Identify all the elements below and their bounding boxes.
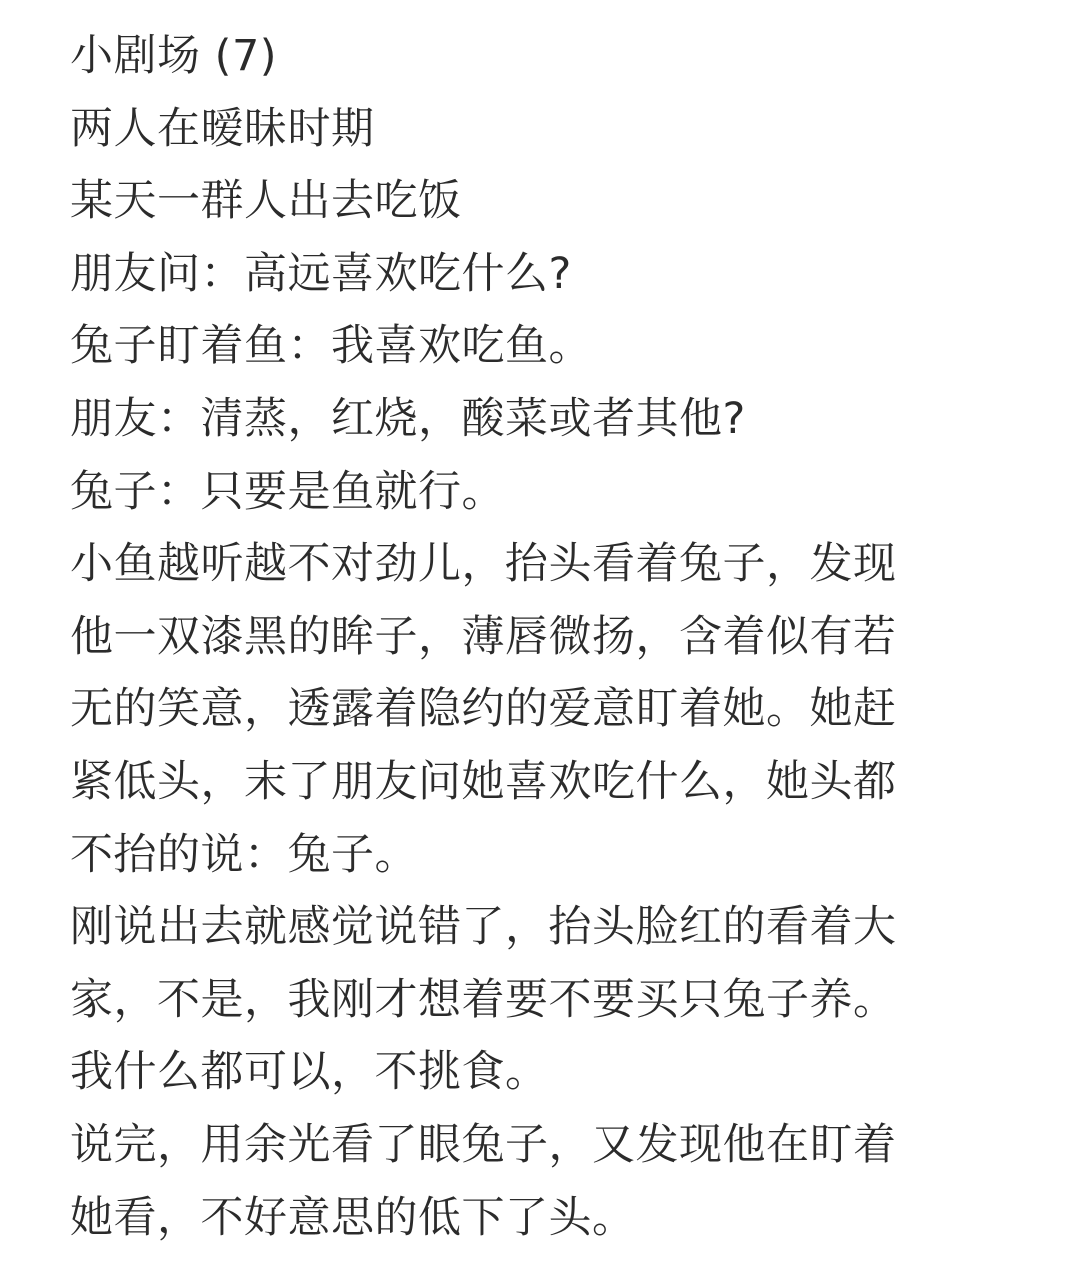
text-line: 不抬的说：兔子。 [70,829,418,880]
text-line: 小鱼越听越不对劲儿，抬头看着兔子，发现 [70,539,897,590]
text-line: 朋友问：高远喜欢吃什么? [70,248,572,299]
story-text [70,20,1020,1254]
text-line: 她看，不好意思的低下了头。 [70,1192,636,1243]
text-line: 我什么都可以，不挑食。 [70,1047,549,1098]
text-line: 刚说出去就感觉说错了，抬头脸红的看着大 [70,902,897,953]
text-line: 某天一群人出去吃饭 [70,176,462,227]
text-line: 家，不是，我刚才想着要不要买只兔子养。 [70,974,897,1025]
story-title: 小剧场 (7) [70,31,278,81]
text-line: 无的笑意，透露着隐约的爱意盯着她。她赶 [70,684,897,735]
text-line: 两人在暧昧时期 [70,103,375,154]
text-line: 朋友：清蒸，红烧，酸菜或者其他? [70,393,746,444]
text-line: 说完，用余光看了眼兔子，又发现他在盯着 [70,1119,897,1170]
text-line: 兔子盯着鱼：我喜欢吃鱼。 [70,321,592,372]
text-line: 他一双漆黑的眸子，薄唇微扬，含着似有若 [70,611,897,662]
text-line: 紧低头，末了朋友问她喜欢吃什么，她头都 [70,756,897,807]
text-line: 兔子：只要是鱼就行。 [70,466,505,517]
